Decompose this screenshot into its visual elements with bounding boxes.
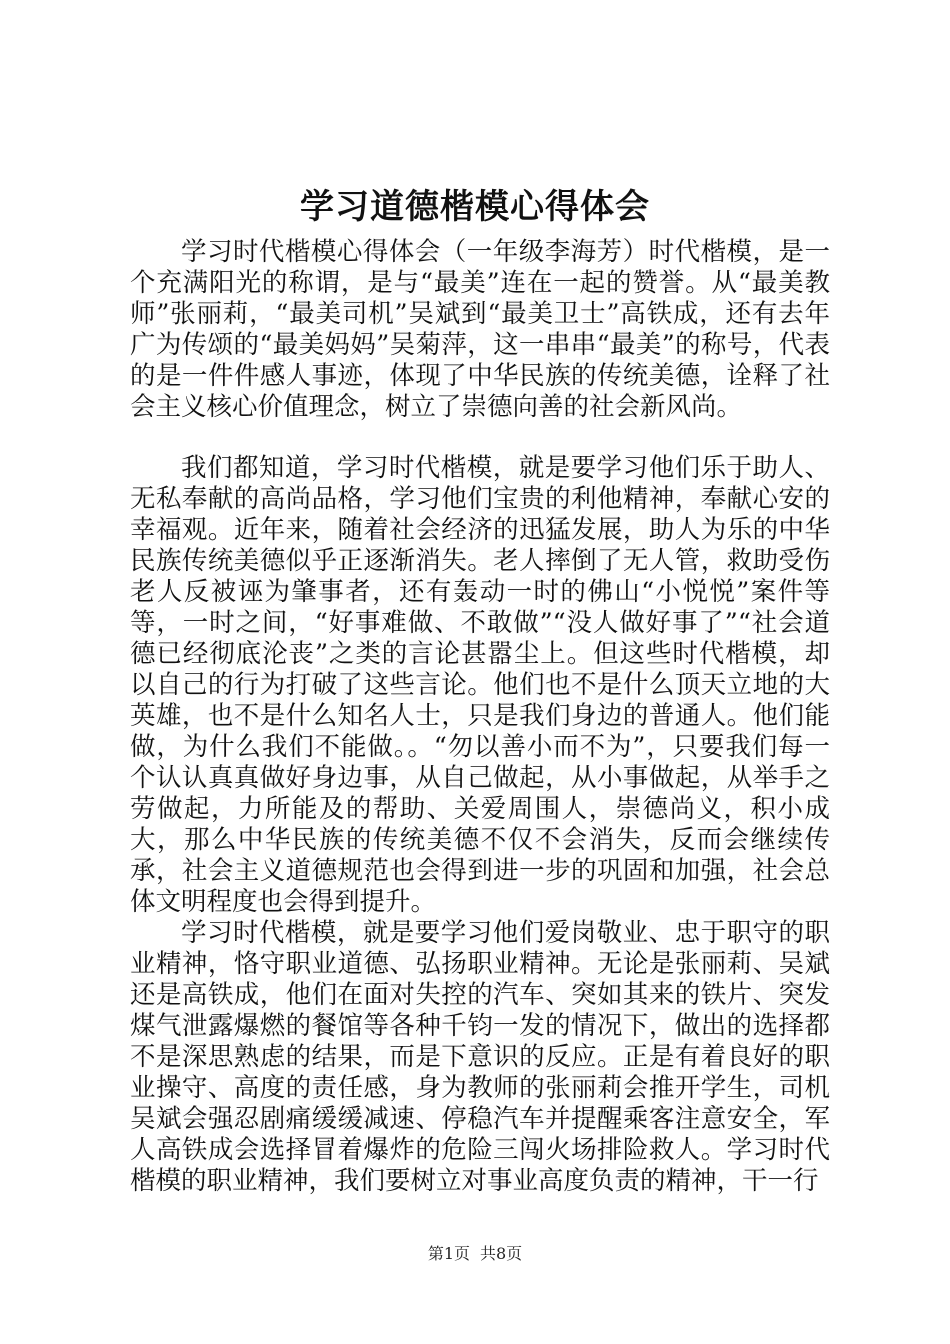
document-body [130, 237, 830, 1197]
paragraph-helping-others: 我们都知道，学习时代楷模，就是要学习他们乐于助人、无私奉献的高尚品格，学习他们宝贵的利他精神，奉献心安的幸福观。近年来，随着社会经济的迅猛发展，助人为乐的中华民族传统美德似乎正逐渐消失。老人摔倒了无人管，救助受伤老人反被诬为肇事者，还有轰动一时的佛山“小悦悦”案件等等，一时之间，“好事难做、不敢做”“没人做好事了”“社会道德已经彻底沦丧”之类的言论甚嚣尘上。但这些时代楷模，却以自己的行为打破了这些言论。他们也不是什么顶天立地的大英雄，也不是什么知名人士，只是我们身边的普通人。他们能做，为什么我们不能做。。“勿以善小而不为”，只要我们每一个认认真真做好身边事，从自己做起，从小事做起，从举手之劳做起，力所能及的帮助、关爱周围人，崇德尚义，积小成大，那么中华民族的传统美德不仅不会消失，反而会继续传承，社会主义道德规范也会得到进一步的巩固和加强，社会总体文明程度也会得到提升。 [130, 453, 830, 917]
paragraph-intro: 学习时代楷模心得体会（一年级李海芳）时代楷模，是一个充满阳光的称谓，是与“最美”连在一起的赞誉。从“最美教师”张丽莉，“最美司机”吴斌到“最美卫士”高铁成，还有去年广为传颂的“最美妈妈”吴菊萍，这一串串“最美”的称号，代表的是一件件感人事迹，体现了中华民族的传统美德，诠释了社会主义核心价值理念，树立了崇德向善的社会新风尚。 [130, 237, 830, 422]
paragraph-professional-spirit: 学习时代楷模，就是要学习他们爱岗敬业、忠于职守的职业精神，恪守职业道德、弘扬职业精神。无论是张丽莉、吴斌还是高铁成，他们在面对失控的汽车、突如其来的铁片、突发煤气泄露爆燃的餐馆等各种千钧一发的情况下，做出的选择都不是深思熟虑的结果，而是下意识的反应。正是有着良好的职业操守、高度的责任感，身为教师的张丽莉会推开学生，司机吴斌会强忍剧痛缓缓减速、停稳汽车并提醒乘客注意安全，军人高铁成会选择冒着爆炸的危险三闯火场排险救人。学习时代楷模的职业精神，我们要树立对事业高度负责的精神，干一行 [130, 918, 830, 1196]
page-footer [0, 1243, 950, 1265]
page-total: 共8页 [480, 1244, 523, 1263]
page-number: 第1页 [427, 1244, 470, 1263]
document-title: 学习道德楷模心得体会 [300, 187, 650, 227]
